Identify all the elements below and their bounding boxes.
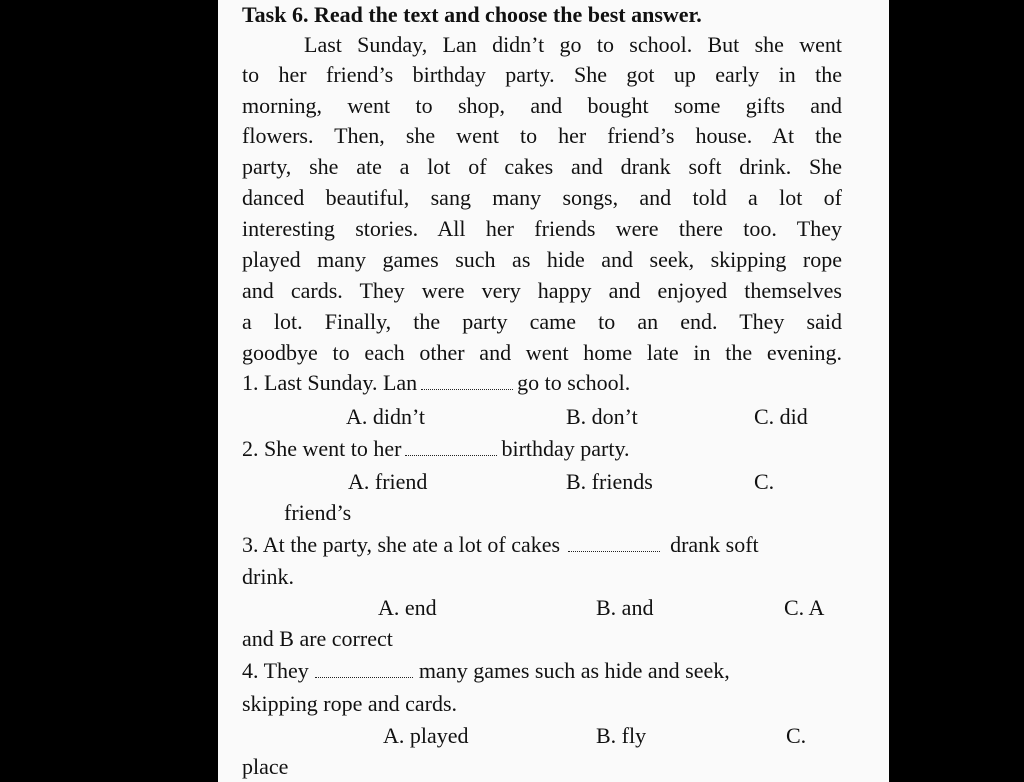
question-1-stem-end: go to school. xyxy=(517,370,631,395)
question-4-continuation: skipping rope and cards. xyxy=(242,691,458,716)
question-1-option-c: C. did xyxy=(754,404,808,429)
question-2-blank xyxy=(405,454,497,456)
question-2-stem: 2. She went to her xyxy=(242,436,402,461)
question-3-stem: 3. At the party, she ate a lot of cakes xyxy=(242,532,561,557)
question-2-option-b: B. friends xyxy=(566,469,653,494)
question-1-option-a: A. didn’t xyxy=(346,404,426,429)
passage-line-2: to her friend’s birthday party. She got up early in the xyxy=(242,62,842,87)
task-title: Task 6. Read the text and choose the best answer. xyxy=(242,2,702,27)
question-2 xyxy=(242,434,630,464)
question-4-blank xyxy=(315,676,413,678)
question-4-option-c: C. xyxy=(786,723,807,748)
passage-line-9: and cards. They were very happy and enjoyed themselves xyxy=(242,278,842,303)
passage-line-1: Last Sunday, Lan didn’t go to school. But she went xyxy=(304,32,842,57)
question-2-option-c: C. xyxy=(754,469,775,494)
passage-line-10: a lot. Finally, the party came to an end. They said xyxy=(242,309,842,334)
passage-line-8: played many games such as hide and seek, skipping rope xyxy=(242,247,842,272)
question-1 xyxy=(242,368,630,398)
passage-line-3: morning, went to shop, and bought some gifts and xyxy=(242,93,842,118)
question-3 xyxy=(242,530,759,560)
passage-line-11: goodbye to each other and went home late in the evening. xyxy=(242,340,842,365)
question-1-stem: 1. Last Sunday. Lan xyxy=(242,370,418,395)
question-3-option-a: A. end xyxy=(378,595,437,620)
question-3-option-c: C. A xyxy=(784,595,825,620)
question-3-stem-end: drank soft xyxy=(670,532,759,557)
question-4-option-b: B. fly xyxy=(596,723,647,748)
question-3-option-c-text: and B are correct xyxy=(242,626,393,651)
question-2-stem-end: birthday party. xyxy=(501,436,630,461)
passage-line-6: danced beautiful, sang many songs, and told a lot of xyxy=(242,185,842,210)
question-2-option-a: A. friend xyxy=(348,469,428,494)
question-4-option-a: A. played xyxy=(383,723,469,748)
question-3-blank xyxy=(568,550,660,552)
question-4-option-c-text: place xyxy=(242,754,289,779)
passage-line-5: party, she ate a lot of cakes and drank soft drink. She xyxy=(242,154,842,179)
question-4-stem: 4. They xyxy=(242,658,309,683)
passage-line-4: flowers. Then, she went to her friend’s house. At the xyxy=(242,123,842,148)
worksheet-page xyxy=(218,0,889,782)
question-3-option-b: B. and xyxy=(596,595,654,620)
question-1-blank xyxy=(421,388,513,390)
question-4-stem-end: many games such as hide and seek, xyxy=(418,658,730,683)
question-4 xyxy=(242,656,730,686)
passage-line-7: interesting stories. All her friends were there too. They xyxy=(242,216,842,241)
question-2-option-c-text: friend’s xyxy=(284,500,352,525)
question-1-option-b: B. don’t xyxy=(566,404,638,429)
question-3-continuation: drink. xyxy=(242,564,294,589)
